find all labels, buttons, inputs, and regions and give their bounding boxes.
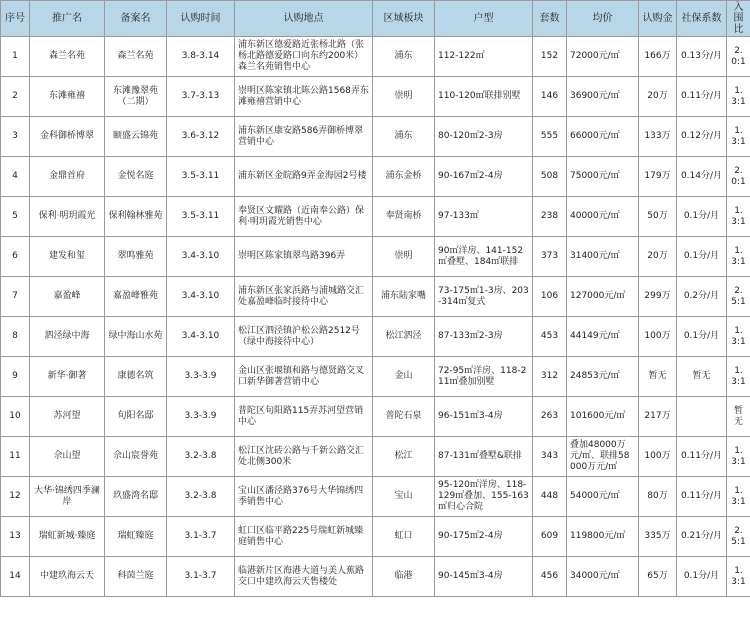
cell-registered-name: 佘山宸誉苑 [105,437,167,477]
cell-unit-count: 152 [533,37,567,77]
cell-deposit: 335万 [639,517,677,557]
cell-promo-name: 泗泾绿中海 [30,317,105,357]
cell-subscription-time: 3.1-3.7 [167,557,235,597]
cell-social-security: 0.13分/月 [677,37,727,77]
cell-index: 7 [1,277,30,317]
cell-subscription-location: 临港新片区海港大道与美人蕉路交口中建玖海云天售楼处 [235,557,373,597]
cell-avg-price: 31400元/㎡ [567,237,639,277]
cell-subscription-location: 金山区张堰镇和路与德贤路交叉口新华御著营销中心 [235,357,373,397]
cell-registered-name: 玖盛湾名邸 [105,477,167,517]
cell-subscription-location: 浦东新区康安路586弄御桥博翠营销中心 [235,117,373,157]
cell-promo-name: 新华·御著 [30,357,105,397]
col-header-unit-type: 户型 [435,1,533,37]
cell-index: 3 [1,117,30,157]
cell-unit-count: 146 [533,77,567,117]
cell-district: 松江 [373,437,435,477]
cell-deposit: 20万 [639,237,677,277]
cell-registered-name: 绿中海山水苑 [105,317,167,357]
cell-subscription-time: 3.7-3.13 [167,77,235,117]
cell-subscription-location: 松江区沈砖公路与千新公路交汇处北侧300米 [235,437,373,477]
cell-unit-count: 312 [533,357,567,397]
cell-subscription-time: 3.4-3.10 [167,237,235,277]
cell-deposit: 20万 [639,77,677,117]
table-row [1,117,750,157]
cell-avg-price: 127000元/㎡ [567,277,639,317]
table-row [1,357,750,397]
cell-unit-count: 555 [533,117,567,157]
cell-avg-price: 24853元/㎡ [567,357,639,397]
cell-subscription-time: 3.2-3.8 [167,437,235,477]
cell-district: 普陀石泉 [373,397,435,437]
cell-avg-price: 72000元/㎡ [567,37,639,77]
cell-shortlist-ratio: 1.3:1 [727,437,750,477]
cell-promo-name: 建发和玺 [30,237,105,277]
cell-district: 浦东 [373,37,435,77]
cell-subscription-time: 3.4-3.10 [167,277,235,317]
cell-registered-name: 翠鸣雅苑 [105,237,167,277]
col-header-subscription-time: 认购时间 [167,1,235,37]
cell-district: 虹口 [373,517,435,557]
cell-district: 宝山 [373,477,435,517]
cell-shortlist-ratio: 1.3:1 [727,317,750,357]
table-row [1,437,750,477]
cell-subscription-location: 奉贤区文耀路（近南奉公路）保利·明玥霞光销售中心 [235,197,373,237]
cell-social-security: 0.1分/月 [677,197,727,237]
cell-social-security: 0.12分/月 [677,117,727,157]
cell-shortlist-ratio: 2.5:1 [727,277,750,317]
cell-promo-name: 保利·明玥霞光 [30,197,105,237]
cell-unit-type: 112-122㎡ [435,37,533,77]
cell-deposit: 80万 [639,477,677,517]
col-header-registered-name: 备案名 [105,1,167,37]
cell-promo-name: 大华·锦绣四季澜岸 [30,477,105,517]
cell-unit-count: 263 [533,397,567,437]
cell-social-security: 0.1分/月 [677,557,727,597]
cell-registered-name: 森兰名苑 [105,37,167,77]
cell-unit-type: 87-131㎡叠墅&联排 [435,437,533,477]
header-row [1,1,750,37]
cell-social-security: 0.1分/月 [677,237,727,277]
cell-subscription-location: 松江区泗泾镇沪松公路2512号（绿中海接待中心） [235,317,373,357]
cell-promo-name: 瑞虹新城·臻庭 [30,517,105,557]
cell-deposit: 133万 [639,117,677,157]
cell-subscription-time: 3.3-3.9 [167,357,235,397]
cell-unit-type: 97-133㎡ [435,197,533,237]
cell-unit-count: 343 [533,437,567,477]
cell-social-security: 0.11分/月 [677,77,727,117]
cell-shortlist-ratio: 1.3:1 [727,557,750,597]
cell-social-security: 0.11分/月 [677,437,727,477]
col-header-index: 序号 [1,1,30,37]
cell-deposit: 299万 [639,277,677,317]
cell-avg-price: 叠加48000万元/㎡、联排58000万元/㎡ [567,437,639,477]
cell-district: 奉贤南桥 [373,197,435,237]
cell-subscription-location: 浦东新区张家浜路与浦城路交汇处嘉盈峰临时接待中心 [235,277,373,317]
cell-district: 崇明 [373,77,435,117]
cell-social-security: 0.21分/月 [677,517,727,557]
cell-index: 13 [1,517,30,557]
cell-unit-count: 106 [533,277,567,317]
table-row [1,37,750,77]
cell-district: 浦东 [373,117,435,157]
cell-promo-name: 中建玖海云天 [30,557,105,597]
cell-social-security: 0.14分/月 [677,157,727,197]
cell-unit-type: 110-120㎡联排别墅 [435,77,533,117]
cell-promo-name: 金鼎首府 [30,157,105,197]
cell-subscription-time: 3.5-3.11 [167,157,235,197]
cell-registered-name: 科茵兰庭 [105,557,167,597]
cell-index: 8 [1,317,30,357]
cell-shortlist-ratio: 1.3:1 [727,77,750,117]
cell-promo-name: 嘉盈峰 [30,277,105,317]
cell-registered-name: 金悦名庭 [105,157,167,197]
cell-unit-type: 72-95㎡洋房、118-211㎡叠加别墅 [435,357,533,397]
cell-avg-price: 54000元/㎡ [567,477,639,517]
cell-shortlist-ratio: 2.5:1 [727,517,750,557]
cell-unit-type: 90-175㎡2-4房 [435,517,533,557]
cell-index: 1 [1,37,30,77]
table-row [1,517,750,557]
cell-unit-type: 95-120㎡洋房、118-129㎡叠加、155-163㎡归心合院 [435,477,533,517]
cell-avg-price: 101600元/㎡ [567,397,639,437]
cell-avg-price: 36900元/㎡ [567,77,639,117]
col-header-district: 区域板块 [373,1,435,37]
cell-unit-type: 90-167㎡2-4房 [435,157,533,197]
cell-shortlist-ratio: 1.3:1 [727,197,750,237]
cell-subscription-location: 宝山区潘泾路376号大华锦绣四季销售中心 [235,477,373,517]
cell-deposit: 217万 [639,397,677,437]
cell-avg-price: 40000元/㎡ [567,197,639,237]
cell-avg-price: 44149元/㎡ [567,317,639,357]
cell-index: 2 [1,77,30,117]
cell-shortlist-ratio: 2.0:1 [727,37,750,77]
cell-deposit: 暂无 [639,357,677,397]
cell-subscription-location: 普陀区旬阳路115弄苏河望营销中心 [235,397,373,437]
cell-index: 6 [1,237,30,277]
cell-social-security [677,397,727,437]
cell-unit-count: 373 [533,237,567,277]
cell-subscription-location: 崇明区陈家镇北陈公路1568弄东滩雍禧营销中心 [235,77,373,117]
cell-deposit: 100万 [639,437,677,477]
table-row [1,277,750,317]
cell-shortlist-ratio: 2.0:1 [727,157,750,197]
cell-deposit: 50万 [639,197,677,237]
table-row [1,557,750,597]
cell-avg-price: 34000元/㎡ [567,557,639,597]
cell-promo-name: 森兰名苑 [30,37,105,77]
cell-social-security: 0.11分/月 [677,477,727,517]
cell-index: 12 [1,477,30,517]
cell-district: 松江泗泾 [373,317,435,357]
cell-subscription-location: 崇明区陈家镇翠鸟路396弄 [235,237,373,277]
cell-subscription-time: 3.6-3.12 [167,117,235,157]
cell-district: 金山 [373,357,435,397]
cell-subscription-location: 浦东新区金皖路9弄金海园2号楼 [235,157,373,197]
table-row [1,477,750,517]
cell-district: 浦东金桥 [373,157,435,197]
table-row [1,317,750,357]
cell-deposit: 65万 [639,557,677,597]
col-header-social-security: 社保系数 [677,1,727,37]
col-header-deposit: 认购金 [639,1,677,37]
col-header-promo-name: 推广名 [30,1,105,37]
cell-shortlist-ratio: 1.3:1 [727,117,750,157]
cell-index: 5 [1,197,30,237]
cell-shortlist-ratio: 1.3:1 [727,237,750,277]
cell-index: 9 [1,357,30,397]
cell-district: 浦东陆家嘴 [373,277,435,317]
cell-unit-count: 456 [533,557,567,597]
cell-registered-name: 颐盛云锦苑 [105,117,167,157]
col-header-unit-count: 套数 [533,1,567,37]
cell-index: 4 [1,157,30,197]
cell-shortlist-ratio: 1.3:1 [727,357,750,397]
cell-avg-price: 75000元/㎡ [567,157,639,197]
cell-registered-name: 嘉盈峰雅苑 [105,277,167,317]
cell-social-security: 暂无 [677,357,727,397]
cell-shortlist-ratio: 暂无 [727,397,750,437]
table-row [1,197,750,237]
cell-subscription-time: 3.2-3.8 [167,477,235,517]
cell-unit-count: 238 [533,197,567,237]
cell-registered-name: 康德名筑 [105,357,167,397]
cell-promo-name: 佘山望 [30,437,105,477]
cell-subscription-time: 3.4-3.10 [167,317,235,357]
cell-deposit: 179万 [639,157,677,197]
cell-subscription-location: 浦东新区德爱路近张杨北路（张杨北路德爱路口向东约200米）森兰名苑销售中心 [235,37,373,77]
cell-subscription-time: 3.8-3.14 [167,37,235,77]
cell-registered-name: 东滩豫翠苑（二期） [105,77,167,117]
col-header-avg-price: 均价 [567,1,639,37]
cell-subscription-location: 虹口区临平路225号瑞虹新城臻庭销售中心 [235,517,373,557]
cell-unit-count: 609 [533,517,567,557]
cell-registered-name: 旬阳名邸 [105,397,167,437]
cell-deposit: 100万 [639,317,677,357]
table-row [1,237,750,277]
cell-unit-type: 96-151㎡3-4房 [435,397,533,437]
cell-promo-name: 苏河望 [30,397,105,437]
cell-unit-type: 87-133㎡2-3房 [435,317,533,357]
cell-unit-count: 453 [533,317,567,357]
cell-index: 10 [1,397,30,437]
cell-unit-type: 73-175㎡1-3房、203-314㎡复式 [435,277,533,317]
cell-social-security: 0.1分/月 [677,317,727,357]
cell-unit-count: 448 [533,477,567,517]
cell-unit-count: 508 [533,157,567,197]
cell-registered-name: 保利翰林雅苑 [105,197,167,237]
cell-index: 11 [1,437,30,477]
cell-social-security: 0.2分/月 [677,277,727,317]
cell-district: 临港 [373,557,435,597]
cell-subscription-time: 3.1-3.7 [167,517,235,557]
cell-registered-name: 瑞虹臻庭 [105,517,167,557]
cell-deposit: 166万 [639,37,677,77]
cell-subscription-time: 3.5-3.11 [167,197,235,237]
cell-avg-price: 119800元/㎡ [567,517,639,557]
cell-avg-price: 66000元/㎡ [567,117,639,157]
table-row [1,157,750,197]
cell-unit-type: 90㎡洋房、141-152㎡叠墅、184㎡联排 [435,237,533,277]
cell-subscription-time: 3.3-3.9 [167,397,235,437]
cell-unit-type: 90-145㎡3-4房 [435,557,533,597]
col-header-shortlist-ratio: 入围比 [727,1,750,37]
cell-unit-type: 80-120㎡2-3房 [435,117,533,157]
cell-promo-name: 东滩雍禧 [30,77,105,117]
table-row [1,77,750,117]
cell-shortlist-ratio: 1.3:1 [727,477,750,517]
cell-index: 14 [1,557,30,597]
col-header-subscription-location: 认购地点 [235,1,373,37]
cell-promo-name: 金科御桥博翠 [30,117,105,157]
table-row [1,397,750,437]
cell-district: 崇明 [373,237,435,277]
